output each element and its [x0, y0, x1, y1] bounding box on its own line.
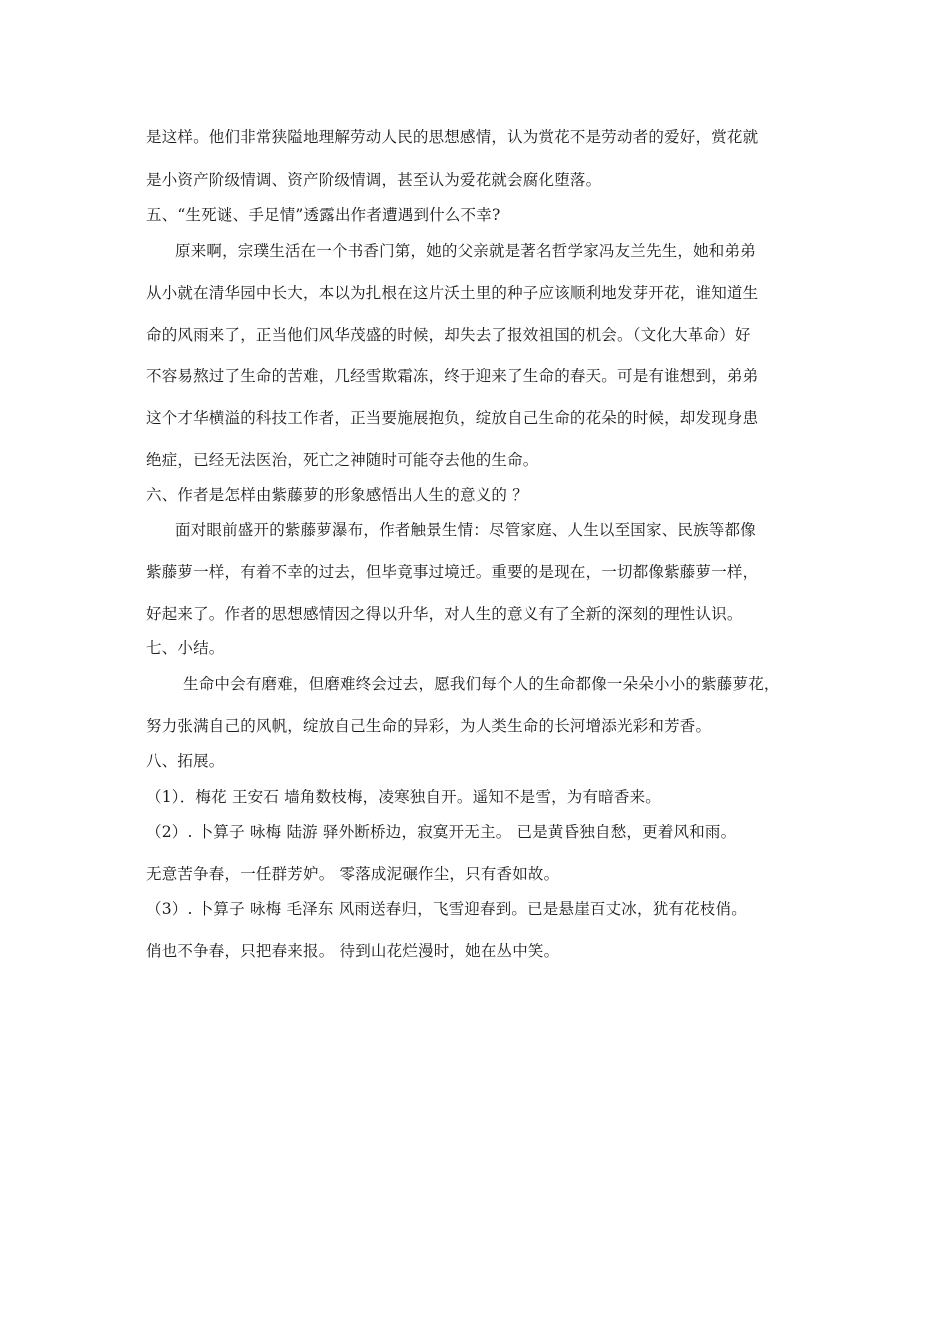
paragraph-line: 生命中会有磨难，但磨难终会过去，愿我们每个人的生命都像一朵朵小小的紫藤萝花，	[183, 675, 780, 693]
poem-line: （2）. 卜算子 咏梅 陆游 驿外断桥边，寂寞开无主。 已是黄昏独自愁，更着风和雨。	[146, 823, 737, 841]
section-heading-8: 八、拓展。	[146, 752, 225, 770]
section-heading-5: 五、“生死谜、手足情”透露出作者遭遇到什么不幸?	[146, 206, 501, 224]
paragraph-line: 紫藤萝一样，有着不幸的过去，但毕竟事过境迁。重要的是现在，一切都像紫藤萝一样，	[146, 563, 759, 581]
paragraph-line: 这个才华横溢的科技工作者，正当要施展抱负，绽放自己生命的花朵的时候，却发现身患	[146, 409, 759, 427]
poem-line: （1）．梅花 王安石 墙角数枝梅，凌寒独自开。遥知不是雪，为有暗香来。	[146, 788, 661, 806]
paragraph-line: 好起来了。作者的思想感情因之得以升华，对人生的意义有了全新的深刻的理性认识。	[146, 605, 743, 623]
poem-line: （3）. 卜算子 咏梅 毛泽东 风雨送春归，飞雪迎春到。已是悬崖百丈冰，犹有花枝俏。	[146, 900, 747, 918]
paragraph-line: 是这样。他们非常狭隘地理解劳动人民的思想感情，认为赏花不是劳动者的爱好，赏花就	[146, 128, 759, 146]
paragraph-line: 面对眼前盛开的紫藤萝瀑布，作者触景生情：尽管家庭、人生以至国家、民族等都像	[175, 521, 756, 539]
paragraph-line: 是小资产阶级情调、资产阶级情调，甚至认为爱花就会腐化堕落。	[146, 171, 602, 189]
section-heading-7: 七、小结。	[146, 639, 225, 657]
paragraph-line: 原来啊，宗璞生活在一个书香门第，她的父亲就是著名哲学家冯友兰先生，她和弟弟	[175, 242, 756, 260]
paragraph-line: 命的风雨来了，正当他们风华茂盛的时候，却失去了报效祖国的机会。（文化大革命）好	[146, 326, 751, 344]
paragraph-line: 不容易熬过了生命的苦难，几经雪欺霜冻，终于迎来了生命的春天。可是有谁想到，弟弟	[146, 367, 759, 385]
paragraph-line: 努力张满自己的风帆，绽放自己生命的异彩，为人类生命的长河增添光彩和芳香。	[146, 717, 712, 735]
section-heading-6: 六、作者是怎样由紫藤萝的形象感悟出人生的意义的 ？	[146, 486, 528, 504]
poem-line: 无意苦争春，一任群芳妒。 零落成泥碾作尘，只有香如故。	[146, 865, 560, 883]
paragraph-line: 从小就在清华园中长大，本以为扎根在这片沃土里的种子应该顺利地发芽开花，谁知道生	[146, 284, 759, 302]
poem-line: 俏也不争春，只把春来报。 待到山花烂漫时，她在丛中笑。	[146, 942, 560, 960]
paragraph-line: 绝症，已经无法医治，死亡之神随时可能夺去他的生命。	[146, 451, 539, 469]
